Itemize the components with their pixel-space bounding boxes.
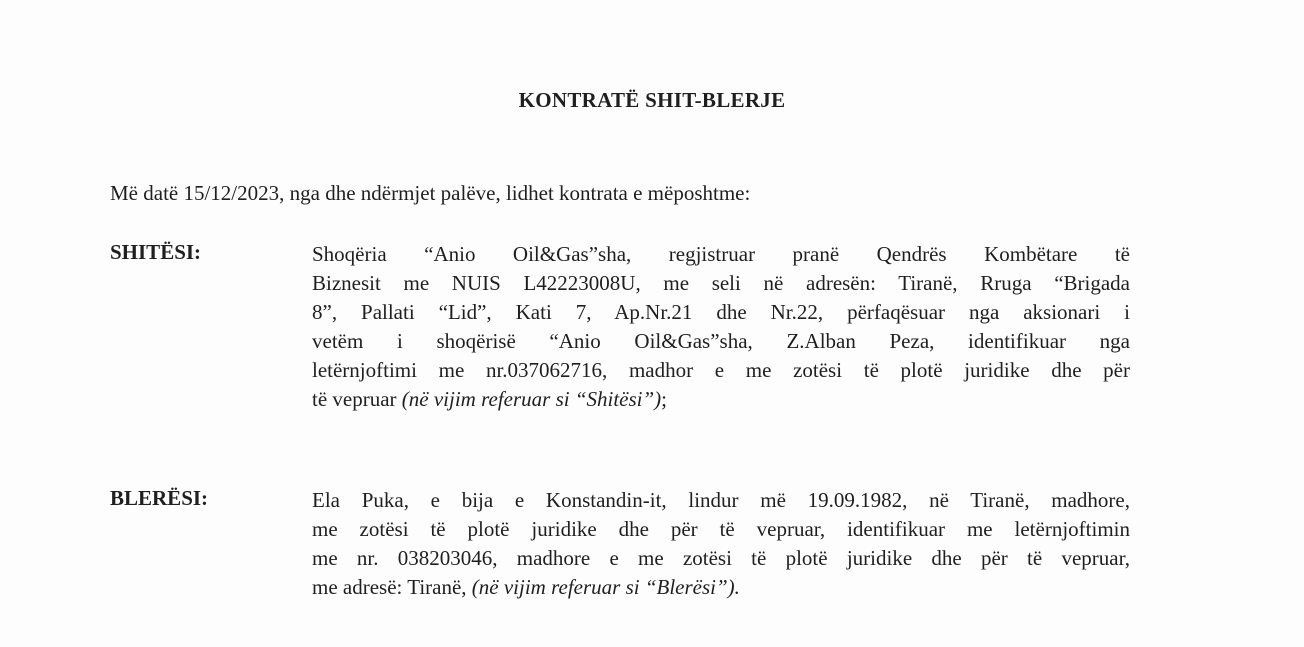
seller-line: vetëm i shoqërisë “Anio Oil&Gas”sha, Z.Alban Peza, identifikuar nga (312, 329, 1130, 353)
buyer-line-last (312, 573, 1130, 602)
document-title: KONTRATË SHIT-BLERJE (518, 88, 786, 112)
seller-line-end: ; (661, 387, 668, 411)
seller-line-last (312, 385, 1130, 414)
buyer-line: me nr. 038203046, madhore e me zotësi të plotë juridike dhe për të vepruar, (312, 546, 1130, 570)
buyer-description (312, 486, 1130, 602)
seller-line-last-text: të vepruar (312, 387, 402, 411)
seller-reference: (në vijim referuar si “Shitësi”) (401, 387, 662, 411)
seller-line: Shoqëria “Anio Oil&Gas”sha, regjistruar pranë Qendrës Kombëtare të (312, 242, 1130, 266)
seller-label: SHITËSI: (110, 240, 202, 264)
buyer-line: Ela Puka, e bija e Konstandin-it, lindur më 19.09.1982, në Tiranë, madhore, (312, 488, 1130, 512)
buyer-line: me zotësi të plotë juridike dhe për të vepruar, identifikuar me letërnjoftimin (312, 517, 1130, 541)
seller-line: letërnjoftimi me nr.037062716, madhor e me zotësi të plotë juridike dhe për (312, 358, 1130, 382)
seller-description (312, 240, 1130, 414)
seller-line: 8”, Pallati “Lid”, Kati 7, Ap.Nr.21 dhe Nr.22, përfaqësuar nga aksionari i (312, 300, 1130, 324)
buyer-line-last-text: me adresë: Tiranë, (312, 575, 472, 599)
intro-paragraph: Më datë 15/12/2023, nga dhe ndërmjet palëve, lidhet kontrata e mëposhtme: (110, 181, 751, 205)
seller-line: Biznesit me NUIS L42223008U, me seli në adresën: Tiranë, Rruga “Brigada (312, 271, 1130, 295)
buyer-reference: (në vijim referuar si “Blerësi”). (471, 575, 740, 599)
buyer-label: BLERËSI: (110, 486, 209, 510)
